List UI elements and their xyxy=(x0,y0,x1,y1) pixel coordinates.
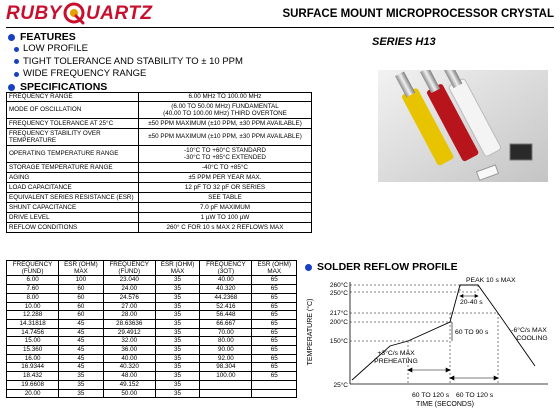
spec-row: MODE OF OSCILLATION (6.00 TO 50.00 MHz) FUNDAMENTAL (40.00 TO 100.00 MHz) THIRD OVERTONE xyxy=(7,102,312,119)
annotation-preheat-time: 60 TO 120 s xyxy=(412,392,450,399)
table-cell: 45 xyxy=(59,328,104,337)
table-cell: 65 xyxy=(252,372,297,381)
y-tick-260: 260°C xyxy=(329,282,348,289)
table-cell: 66.667 xyxy=(200,319,252,328)
table-cell: 60 xyxy=(59,285,104,294)
table-cell: 44.2368 xyxy=(200,293,252,302)
table-cell: 36.00 xyxy=(103,346,155,355)
logo-q-icon xyxy=(62,1,86,25)
table-cell: 16.9344 xyxy=(7,363,59,372)
y-tick-217: 217°C xyxy=(329,310,348,317)
table-cell: 35 xyxy=(155,354,200,363)
table-cell: 35 xyxy=(59,389,104,398)
table-cell: 45 xyxy=(59,354,104,363)
reflow-heading-label: SOLDER REFLOW PROFILE xyxy=(317,261,458,273)
table-row xyxy=(7,337,297,346)
table-row xyxy=(7,346,297,355)
annotation-reflow-time: 60 TO 120 s xyxy=(456,392,494,399)
logo-text-left: RUBY xyxy=(6,3,62,24)
table-cell: 35 xyxy=(155,337,200,346)
spec-row: EQUIVALENT SERIES RESISTANCE (ESR) SEE TABLE xyxy=(7,193,312,203)
table-cell: 35 xyxy=(155,293,200,302)
table-cell: 16.00 xyxy=(7,354,59,363)
spec-row: FREQUENCY TOLERANCE AT 25°C ±50 PPM MAXIMUM (±10 PPM, ±30 PPM AVAILABLE) xyxy=(7,119,312,129)
specifications-heading-label: SPECIFICATIONS xyxy=(20,81,108,93)
table-cell: 35 xyxy=(155,302,200,311)
table-cell: 98.304 xyxy=(200,363,252,372)
table-cell: 45 xyxy=(59,363,104,372)
table-cell: 23.040 xyxy=(103,276,155,285)
bullet-icon xyxy=(8,34,15,41)
table-row xyxy=(7,363,297,372)
table-cell: 80.00 xyxy=(200,337,252,346)
table-cell: 6.00 xyxy=(7,276,59,285)
table-cell: 40.320 xyxy=(200,285,252,294)
table-cell: 40.320 xyxy=(103,363,155,372)
features-list xyxy=(14,43,243,81)
features-heading xyxy=(8,31,76,43)
bullet-icon xyxy=(14,47,19,52)
table-cell: 24.576 xyxy=(103,293,155,302)
table-cell: 65 xyxy=(252,302,297,311)
table-cell: 27.00 xyxy=(103,302,155,311)
esr-frequency-table xyxy=(6,260,297,398)
table-cell: 35 xyxy=(155,319,200,328)
table-cell: 65 xyxy=(252,311,297,320)
table-cell xyxy=(200,389,252,398)
table-row xyxy=(7,311,297,320)
table-cell: 60 xyxy=(59,311,104,320)
table-cell: 45 xyxy=(59,346,104,355)
table-cell: 20.00 xyxy=(7,389,59,398)
series-label: SERIES H13 xyxy=(372,36,436,48)
column-header: FREQUENCY (FUND) xyxy=(103,261,155,276)
spec-row: OPERATING TEMPERATURE RANGE -10°C TO +60°C STANDARD -30°C TO +85°C EXTENDED xyxy=(7,146,312,163)
table-cell xyxy=(252,380,297,389)
y-tick-150: 150°C xyxy=(329,338,348,345)
table-cell: 65 xyxy=(252,285,297,294)
product-photo-image xyxy=(378,70,548,182)
annotation-soak: 60 TO 90 s xyxy=(455,329,489,336)
table-cell: 48.00 xyxy=(103,372,155,381)
table-cell: 52.416 xyxy=(200,302,252,311)
table-cell: 100.00 xyxy=(200,372,252,381)
y-axis-label: TEMPERATURE (°C) xyxy=(307,298,314,366)
annotation-cooling: COOLING xyxy=(516,335,548,342)
column-header: FREQUENCY (FUND) xyxy=(7,261,59,276)
table-cell: 65 xyxy=(252,293,297,302)
y-tick-labels xyxy=(330,281,348,389)
spec-row: FREQUENCY STABILITY OVER TEMPERATURE ±50 PPM MAXIMUM (±10 PPM, ±30 PPM AVAILABLE) xyxy=(7,129,312,146)
spec-row: SHUNT CAPACITANCE 7.0 pF MAXIMUM xyxy=(7,203,312,213)
table-cell: 35 xyxy=(155,328,200,337)
table-row xyxy=(7,354,297,363)
annotation-peak: PEAK 10 s MAX xyxy=(466,277,516,284)
x-axis-label: TIME (SECONDS) xyxy=(416,401,474,408)
table-cell: 32.00 xyxy=(103,337,155,346)
bullet-icon xyxy=(14,59,19,64)
reflow-profile-chart xyxy=(300,274,556,410)
table-cell: 7.60 xyxy=(7,285,59,294)
spec-row: LOAD CAPACITANCE 12 pF TO 32 pF OR SERIES xyxy=(7,183,312,193)
reflow-heading xyxy=(305,261,458,273)
header-divider xyxy=(6,27,554,28)
reflow-curve xyxy=(352,285,535,380)
table-cell: 60 xyxy=(59,302,104,311)
column-header: FREQUENCY (3OT) xyxy=(200,261,252,276)
table-cell: 40.00 xyxy=(103,354,155,363)
bullet-icon xyxy=(8,84,15,91)
table-cell xyxy=(252,389,297,398)
y-tick-250: 250°C xyxy=(329,290,348,297)
page-title: SURFACE MOUNT MICROPROCESSOR CRYSTAL xyxy=(282,8,554,20)
column-header: ESR (OHM) MAX xyxy=(59,261,104,276)
y-tick-25: 25°C xyxy=(333,382,348,389)
spec-row: STORAGE TEMPERATURE RANGE -40°C TO +85°C xyxy=(7,163,312,173)
annotation-ramp-down: -6°C/s MAX xyxy=(511,327,547,334)
specifications-table xyxy=(6,92,312,233)
table-cell: 90.00 xyxy=(200,346,252,355)
table-cell: 65 xyxy=(252,346,297,355)
table-cell: 35 xyxy=(155,380,200,389)
table-cell: 8.00 xyxy=(7,293,59,302)
table-cell: 28.63636 xyxy=(103,319,155,328)
table-cell: 35 xyxy=(155,285,200,294)
table-cell: 65 xyxy=(252,363,297,372)
table-row xyxy=(7,302,297,311)
table-cell: 28.00 xyxy=(103,311,155,320)
table-cell: 14.7456 xyxy=(7,328,59,337)
table-cell: 24.00 xyxy=(103,285,155,294)
bullet-icon xyxy=(305,264,312,271)
feature-item: WIDE FREQUENCY RANGE xyxy=(14,68,243,81)
table-cell: 35 xyxy=(59,372,104,381)
table-cell: 35 xyxy=(155,311,200,320)
table-cell: 45 xyxy=(59,337,104,346)
table-row xyxy=(7,293,297,302)
feature-item: LOW PROFILE xyxy=(14,43,243,56)
table-cell: 100 xyxy=(59,276,104,285)
table-cell: 35 xyxy=(155,346,200,355)
table-cell: 56.448 xyxy=(200,311,252,320)
table-cell: 10.00 xyxy=(7,302,59,311)
table-row xyxy=(7,319,297,328)
table-cell: 65 xyxy=(252,337,297,346)
spec-row: DRIVE LEVEL 1 µW TO 100 µW xyxy=(7,213,312,223)
table-header-row xyxy=(7,261,297,276)
table-cell: 15.360 xyxy=(7,346,59,355)
column-header: ESR (OHM) MAX xyxy=(155,261,200,276)
table-cell: 35 xyxy=(155,389,200,398)
table-cell: 70.00 xyxy=(200,328,252,337)
spec-row: AGING ±5 PPM PER YEAR MAX. xyxy=(7,173,312,183)
annotation-preheating: PREHEATING xyxy=(374,358,418,365)
table-cell: 60 xyxy=(59,293,104,302)
table-row xyxy=(7,328,297,337)
table-cell: 65 xyxy=(252,276,297,285)
features-heading-label: FEATURES xyxy=(20,31,76,43)
table-cell: 19.6608 xyxy=(7,380,59,389)
annotation-arrows xyxy=(408,295,498,381)
table-cell: 14.31818 xyxy=(7,319,59,328)
table-row xyxy=(7,276,297,285)
table-cell: 65 xyxy=(252,319,297,328)
table-cell: 15.00 xyxy=(7,337,59,346)
feature-item: TIGHT TOLERANCE AND STABILITY TO ± 10 PPM xyxy=(14,56,243,69)
product-photo xyxy=(378,70,548,182)
table-cell: 40.00 xyxy=(200,276,252,285)
table-cell: 92.00 xyxy=(200,354,252,363)
table-cell: 35 xyxy=(155,363,200,372)
table-row xyxy=(7,389,297,398)
spec-row: FREQUENCY RANGE 6.00 MHz TO 100.00 MHz xyxy=(7,93,312,102)
brand-logo xyxy=(6,2,176,26)
table-cell: 29.4912 xyxy=(103,328,155,337)
annotation-dwell: 20-40 s xyxy=(460,299,483,306)
table-cell: 35 xyxy=(155,372,200,381)
column-header: ESR (OHM) MAX xyxy=(252,261,297,276)
logo-text-right: UARTZ xyxy=(86,3,153,24)
table-cell: 65 xyxy=(252,354,297,363)
bullet-icon xyxy=(14,72,19,77)
spec-row: REFLOW CONDITIONS 260° C FOR 10 s MAX 2 REFLOWS MAX xyxy=(7,223,312,233)
table-row xyxy=(7,380,297,389)
table-cell: 12.288 xyxy=(7,311,59,320)
table-row xyxy=(7,285,297,294)
annotation-ramp-up: +3°C/s MAX xyxy=(377,350,415,357)
y-tick-200: 200°C xyxy=(329,319,348,326)
table-cell: 49.152 xyxy=(103,380,155,389)
table-cell: 35 xyxy=(155,276,200,285)
table-cell: 50.00 xyxy=(103,389,155,398)
table-cell: 45 xyxy=(59,319,104,328)
table-cell: 18.432 xyxy=(7,372,59,381)
table-cell xyxy=(200,380,252,389)
table-cell: 35 xyxy=(59,380,104,389)
table-row xyxy=(7,372,297,381)
table-cell: 65 xyxy=(252,328,297,337)
